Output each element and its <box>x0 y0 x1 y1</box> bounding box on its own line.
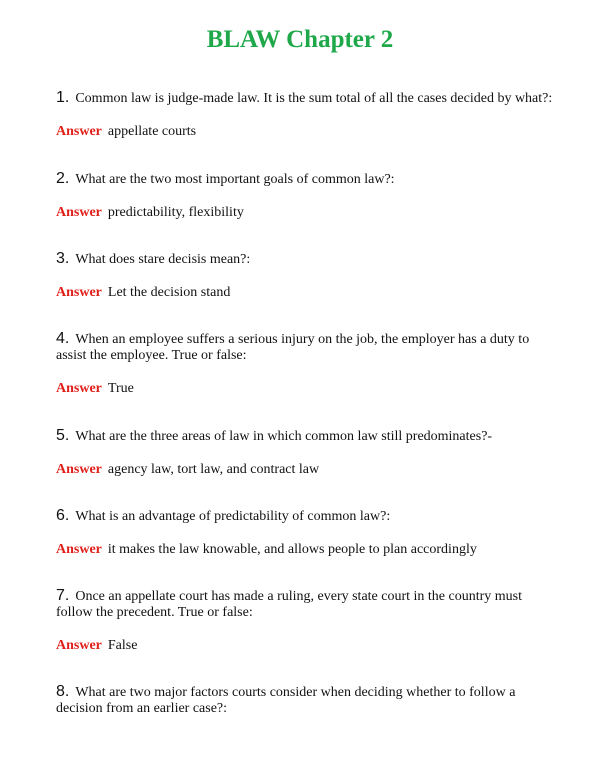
answer <box>56 124 556 140</box>
qa-item-5 <box>56 428 556 478</box>
answer-text: appellate courts <box>107 124 197 139</box>
question-text: What are the two most important goals of common law?: <box>75 172 395 187</box>
qa-item-6 <box>56 508 556 558</box>
question <box>56 251 556 268</box>
question-number: 4. <box>56 330 70 347</box>
question-number: 3. <box>56 250 70 267</box>
answer-label: Answer <box>56 462 102 477</box>
question <box>56 90 556 107</box>
question-text: What does stare decisis mean?: <box>75 252 251 267</box>
question <box>56 684 556 717</box>
question-text: What is an advantage of predictability of common law?: <box>75 509 391 524</box>
question-number: 5. <box>56 427 70 444</box>
answer-text: Let the decision stand <box>107 285 231 300</box>
answer-label: Answer <box>56 381 102 396</box>
answer-label: Answer <box>56 205 102 220</box>
answer-label: Answer <box>56 285 102 300</box>
answer-label: Answer <box>56 124 102 139</box>
question <box>56 588 556 621</box>
qa-item-7 <box>56 588 556 654</box>
question-text: Once an appellate court has made a ruling, every state court in the country must follow the precedent. True or false: <box>56 589 523 620</box>
question-number: 7. <box>56 587 70 604</box>
qa-item-3 <box>56 251 556 301</box>
question <box>56 428 556 445</box>
answer <box>56 381 556 397</box>
answer-text: False <box>107 638 138 653</box>
question <box>56 508 556 525</box>
answer-text: True <box>107 381 134 396</box>
qa-item-2 <box>56 171 556 221</box>
question-number: 1. <box>56 89 70 106</box>
question-text: What are two major factors courts consider when deciding whether to follow a decision from an earlier case?: <box>56 685 516 716</box>
answer <box>56 285 556 301</box>
answer-label: Answer <box>56 542 102 557</box>
question-number: 2. <box>56 170 70 187</box>
answer <box>56 462 556 478</box>
question-text: What are the three areas of law in which common law still predominates?- <box>75 429 493 444</box>
answer-text: it makes the law knowable, and allows people to plan accordingly <box>107 542 477 557</box>
question-text: When an employee suffers a serious injury on the job, the employer has a duty to assist the employee. True or false: <box>56 332 530 363</box>
qa-item-4 <box>56 331 556 397</box>
answer-label: Answer <box>56 638 102 653</box>
answer <box>56 542 556 558</box>
answer-text: agency law, tort law, and contract law <box>107 462 320 477</box>
question <box>56 331 556 364</box>
question-number: 6. <box>56 507 70 524</box>
qa-item-1 <box>56 90 556 140</box>
answer-text: predictability, flexibility <box>107 205 244 220</box>
page-title: BLAW Chapter 2 <box>206 26 394 53</box>
question <box>56 171 556 188</box>
question-number: 8. <box>56 683 70 700</box>
question-text: Common law is judge-made law. It is the sum total of all the cases decided by what?: <box>75 91 553 106</box>
qa-item-8 <box>56 684 556 717</box>
answer <box>56 205 556 221</box>
answer <box>56 638 556 654</box>
